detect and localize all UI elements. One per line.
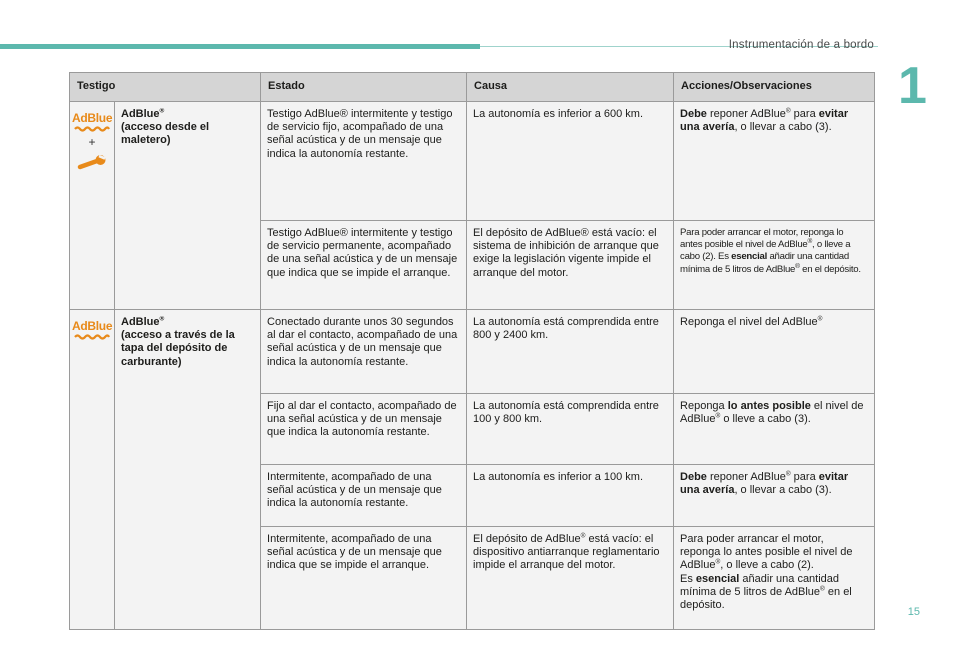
causa-cell: La autonomía está comprendida entre 800 y 2400 km. bbox=[467, 310, 674, 394]
wrench-service-icon bbox=[77, 155, 107, 171]
acciones-cell: Reponga el nivel del AdBlue® bbox=[674, 310, 875, 394]
header-estado: Estado bbox=[261, 73, 467, 102]
causa-cell: La autonomía es inferior a 600 km. bbox=[467, 102, 674, 221]
table-row bbox=[70, 310, 875, 394]
warning-lights-table bbox=[69, 72, 875, 630]
acciones-cell: Para poder arrancar el motor, reponga lo antes posible el nivel de AdBlue®, o lleve a cabo (2). Es esencial añadir una cantidad mínima de 5 litros de AdBlue® en el depósito. bbox=[674, 221, 875, 310]
estado-cell: Testigo AdBlue® intermitente y testigo de servicio fijo, acompañado de una señal acústica y de un mensaje que indica la autonomía restante. bbox=[261, 102, 467, 221]
section-title: Instrumentación de a bordo bbox=[728, 39, 874, 51]
indicator-name: AdBlue® (acceso a través de la tapa del depósito de carburante) bbox=[115, 310, 261, 630]
estado-cell: Intermitente, acompañado de una señal acústica y de un mensaje que indica la autonomía restante. bbox=[261, 465, 467, 527]
chapter-number: 1 bbox=[898, 57, 927, 115]
estado-cell: Intermitente, acompañado de una señal acústica y de un mensaje que indica que se impide el arranque. bbox=[261, 527, 467, 630]
plus-sign: + bbox=[88, 135, 96, 149]
acciones-cell: Debe reponer AdBlue® para evitar una avería, o llevar a cabo (3). bbox=[674, 465, 875, 527]
acciones-cell: Reponga lo antes posible el nivel de AdBlue® o lleve a cabo (3). bbox=[674, 394, 875, 465]
adblue-warning-icon: AdBlue bbox=[72, 320, 112, 340]
header-acciones: Acciones/Observaciones bbox=[674, 73, 875, 102]
estado-cell: Conectado durante unos 30 segundos al dar el contacto, acompañado de una señal acústica y de un mensaje que indica la autonomía restante. bbox=[261, 310, 467, 394]
estado-cell: Testigo AdBlue® intermitente y testigo de servicio permanente, acompañado de una señal acústica y de un mensaje que indica que se impide el arranque. bbox=[261, 221, 467, 310]
page-number: 15 bbox=[907, 606, 920, 618]
icon-cell bbox=[70, 310, 115, 630]
adblue-warning-icon: AdBlue bbox=[72, 112, 112, 132]
table-row bbox=[70, 102, 875, 221]
icon-cell bbox=[70, 102, 115, 310]
causa-cell: La autonomía está comprendida entre 100 y 800 km. bbox=[467, 394, 674, 465]
header-accent-bar bbox=[0, 44, 480, 49]
indicator-name: AdBlue® (acceso desde el maletero) bbox=[115, 102, 261, 310]
header-testigo: Testigo bbox=[70, 73, 261, 102]
acciones-cell: Debe reponer AdBlue® para evitar una avería, o llevar a cabo (3). bbox=[674, 102, 875, 221]
causa-cell: El depósito de AdBlue® está vacío: el sistema de inhibición de arranque que exige la legislación vigente impide el arranque del motor. bbox=[467, 221, 674, 310]
table-header-row bbox=[70, 73, 875, 102]
causa-cell: El depósito de AdBlue® está vacío: el dispositivo antiarranque reglamentario impide el arranque del motor. bbox=[467, 527, 674, 630]
header-causa: Causa bbox=[467, 73, 674, 102]
causa-cell: La autonomía es inferior a 100 km. bbox=[467, 465, 674, 527]
estado-cell: Fijo al dar el contacto, acompañado de una señal acústica y de un mensaje que indica la autonomía restante. bbox=[261, 394, 467, 465]
acciones-cell: Para poder arrancar el motor, reponga lo antes posible el nivel de AdBlue®, o lleve a cabo (2). Es esencial añadir una cantidad mínima de 5 litros de AdBlue® en el depósito. bbox=[674, 527, 875, 630]
